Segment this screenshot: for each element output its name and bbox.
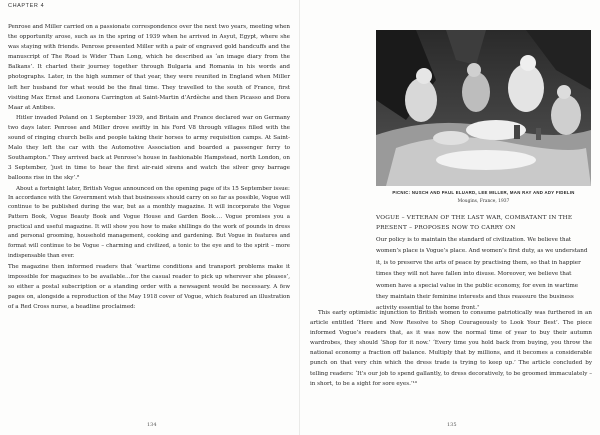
paragraph-4: The magazine then informed readers that ‘wartime conditions and transport problems make it impossible for magazines to be available…for the casual reader to pick up wherever she pleases’, so either a postal subscription or a standing order with a newsagent would be necessary. A few pages on, alongside a reproduction of the May 1918 cover of Vogue, which featured an illustration of a Red Cross nurse, a headline proclaimed:	[8, 263, 290, 310]
paragraph-1: Penrose and Miller carried on a passionate correspondence over the next two years, meeting when the opportunity arose, such as in the spring of 1939 when he arrived in Asyut, Egypt, where she was staying with friends. Penrose presented Miller with a pair of engraved gold handcuffs and the manuscript of The Road is Wider Than Long, which he described as ‘an image diary from the Balkans’. It charted their journey together through Bulgaria and Romania in his words and photographs. Later, in the high summer of that year, they were reunited in England when Miller left her husband for what would be the final time. They travelled to the south of France, first visiting Max Ernst and Leonora Carrington at Saint-Martin d’Ardèche and then Picasso and Dora Maar at Antibes.	[8, 24, 290, 111]
vogue-policy-quote-text: Our policy is to maintain the standard of civilization. We believe that women’s place is Vogue’s place. And women’s first duty, as we understand it, is to preserve the arts of peace by practising them, so that in happier times they will not have fallen into disuse. Moreover, we believe that women have a special value in the public economy, for even in wartime they maintain their feminine interests and thus reassure the business activity essential to the home front.⁷	[376, 237, 588, 312]
page-number-left: 134	[147, 422, 157, 428]
photo-caption: PICNIC: NUSCH AND PAUL ELUARD, LEE MILLER, MAN RAY AND ADY FIDELIN	[392, 190, 575, 195]
vogue-quote: In accordance with the Government wish that businesses should carry on so far as possible, Vogue will continue to be published during the war, but as a monthly magazine. It will incorporate the Vogue Pattern Book, Vogue Beauty Book and Vogue House and Garden Book…. Vogue promises you a practical and useful magazine. It will show you how to make shillings do the work of pounds in dress and personal grooming, household management, cooking and gardening. But Vogue in features and format will continue to be Vogue – charming and civilized, a tonic to the eye and to the spirit – more indispensable than ever.	[8, 194, 290, 259]
picnic-photo-illustration	[376, 30, 591, 186]
vogue-policy-quote	[376, 235, 591, 315]
vogue-headline: VOGUE – VETERAN OF THE LAST WAR, COMBATANT IN THE PRESENT – PROPOSES NOW TO CARRY ON	[376, 215, 573, 231]
running-head: CHAPTER 4	[8, 3, 45, 9]
paragraph-2: Hitler invaded Poland on 1 September 1939, and Britain and France declared war on Germany two days later. Penrose and Miller drove swiftly in his Ford V8 through villages filled with the sound of ringing church bells and people taking their horses to army requisition camps. At Saint-Malo they left the car with the Automotive Association and boarded a passenger ferry to Southampton.⁷ They arrived back at Penrose’s house in fashionable Hampstead, north London, on 3 September, ‘just in time to hear the first air-raid sirens and watch the silver grey barrage balloons rise in the sky’.⁸	[8, 114, 290, 182]
photo-credit: Mougins, France, 1937	[457, 199, 510, 204]
right-body-text	[310, 308, 592, 389]
left-body-text	[8, 22, 290, 312]
paragraph-5: This early optimistic injunction to British women to consume patriotically was furthered in an article entitled ‘Here and Now Resolve to Shop Courageously to Look Your Best’. The piece informed Vogue’s readers that, as it was now the normal time of year to buy their autumn wardrobes, they should ‘Shop for it now.’ ‘Every time you hold back from buying, you throw the national economy a fraction off balance. Multiply that by millions, and it becomes a considerable punch on that very chin which the dress trade is trying to keep up.’ The article concluded by telling readers: ‘It’s our job to spend gallantly, to dress decoratively, to be groomed immaculately – in short, to be a sight for sore eyes.’¹⁰	[310, 310, 592, 387]
picnic-photo	[376, 30, 591, 186]
paragraph-3: About a fortnight later, British Vogue announced on the opening page of its 15 September issue:	[16, 185, 290, 192]
page-number-right: 135	[447, 422, 457, 428]
